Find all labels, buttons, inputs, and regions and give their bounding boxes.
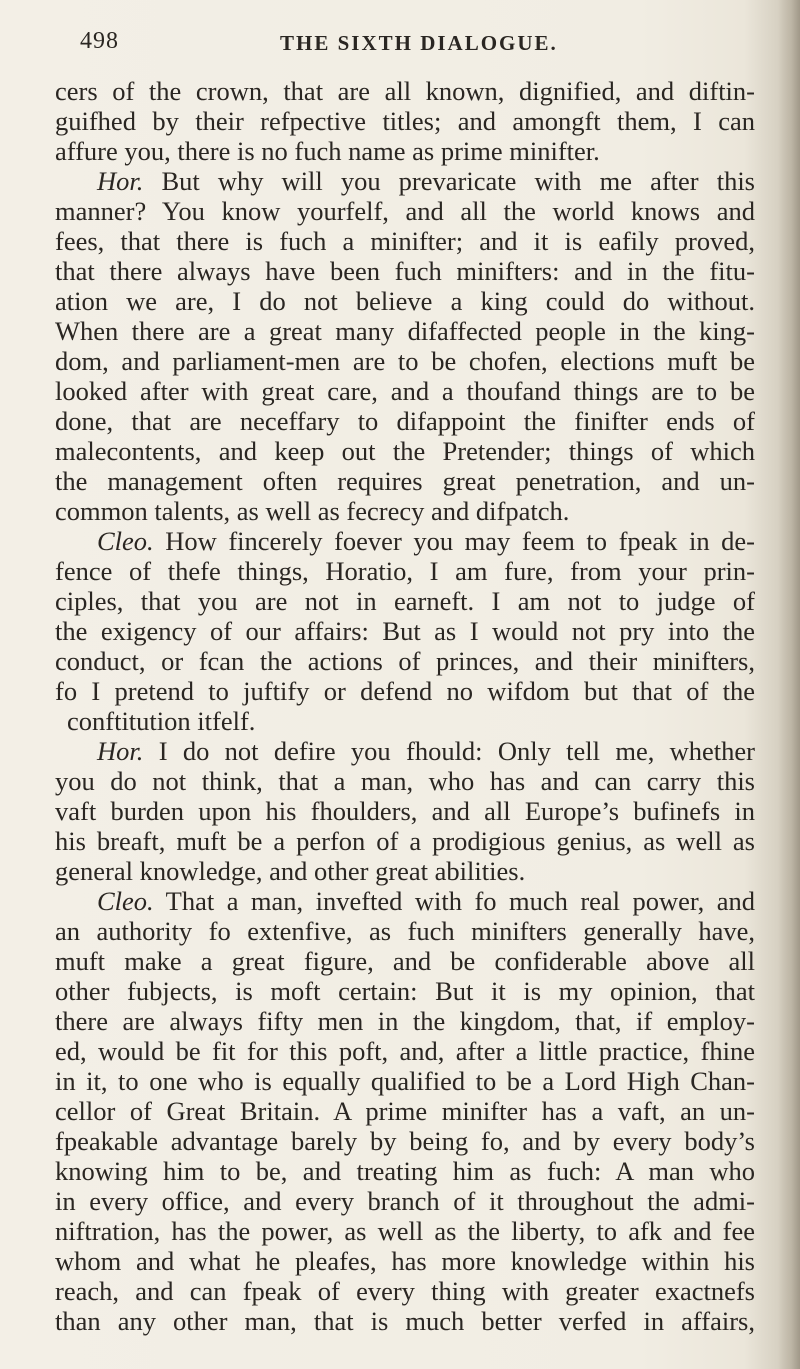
speech-line <box>55 886 755 916</box>
running-head: THE SIXTH DIALOGUE. <box>280 31 558 55</box>
text-line: fpeakable advantage barely by being fo, and by every body’s <box>55 1126 755 1156</box>
text-line: niftration, has the power, as well as the liberty, to afk and fee <box>55 1216 755 1246</box>
text-line: general knowledge, and other great abilities. <box>55 856 526 886</box>
speaker-name: Hor. <box>97 736 144 766</box>
speaker-name: Cleo. <box>97 526 154 556</box>
text-line: guifhed by their refpective titles; and amongft them, I can <box>55 106 755 136</box>
text-line: common talents, as well as fecrecy and difpatch. <box>55 496 570 526</box>
text-line: whom and what he pleafes, has more knowledge within his <box>55 1246 755 1276</box>
text-line: cellor of Great Britain. A prime minifter has a vaft, an un- <box>55 1096 755 1126</box>
text-line: fo I pretend to juftify or defend no wifdom but that of the <box>55 676 755 706</box>
speech-text: I do not defire you fhould: Only tell me, whether <box>158 736 755 766</box>
text-line: malecontents, and keep out the Pretender; things of which <box>55 436 755 466</box>
page-header <box>80 28 740 68</box>
speech-text: How fincerely foever you may feem to fpeak in de- <box>165 526 755 556</box>
text-line: knowing him to be, and treating him as fuch: A man who <box>55 1156 755 1186</box>
text-line: fence of thefe things, Horatio, I am fure, from your prin- <box>55 556 755 586</box>
text-line: in every office, and every branch of it throughout the admi- <box>55 1186 755 1216</box>
text-line: manner? You know yourfelf, and all the world knows and <box>55 196 755 226</box>
text-line: in it, to one who is equally qualified to be a Lord High Chan- <box>55 1066 755 1096</box>
text-line: there are always fifty men in the kingdom, that, if employ- <box>55 1006 755 1036</box>
speaker-name: Hor. <box>97 166 144 196</box>
speech-text: But why will you prevaricate with me after this <box>161 166 755 196</box>
text-line: vaft burden upon his fhoulders, and all Europe’s bufinefs in <box>55 796 755 826</box>
text-line: reach, and can fpeak of every thing with greater exactnefs <box>55 1276 755 1306</box>
page-number: 498 <box>80 28 119 54</box>
text-line: an authority fo extenfive, as fuch minifters generally have, <box>55 916 755 946</box>
text-line: done, that are neceffary to difappoint the finifter ends of <box>55 406 755 436</box>
speech-line <box>55 736 755 766</box>
text-line: looked after with great care, and a thoufand things are to be <box>55 376 755 406</box>
text-line: the exigency of our affairs: But as I would not pry into the <box>55 616 755 646</box>
speech-line <box>55 166 755 196</box>
text-line: the management often requires great penetration, and un- <box>55 466 755 496</box>
text-line: you do not think, that a man, who has and can carry this <box>55 766 755 796</box>
text-line: his breaft, muft be a perfon of a prodigious genius, as well as <box>55 826 755 856</box>
speech-text: That a man, invefted with fo much real power, and <box>165 886 755 916</box>
text-line: conduct, or fcan the actions of princes, and their minifters, <box>55 646 755 676</box>
speech-line <box>55 526 755 556</box>
text-line: other fubjects, is moft certain: But it is my opinion, that <box>55 976 755 1006</box>
text-line: When there are a great many difaffected people in the king- <box>55 316 755 346</box>
page-edge-shadow <box>778 0 800 1369</box>
body-text <box>55 76 755 1336</box>
text-line: fees, that there is fuch a minifter; and it is eafily proved, <box>55 226 755 256</box>
text-line: muft make a great figure, and be confiderable above all <box>55 946 755 976</box>
text-line: ation we are, I do not believe a king could do without. <box>55 286 755 316</box>
text-line: affure you, there is no fuch name as prime minifter. <box>55 136 600 166</box>
text-line: conftitution itfelf. <box>67 706 256 736</box>
text-line: than any other man, that is much better verfed in affairs, <box>55 1306 755 1336</box>
text-line: ed, would be fit for this poft, and, after a little practice, fhine <box>55 1036 755 1066</box>
text-line: that there always have been fuch minifters: and in the fitu- <box>55 256 755 286</box>
text-line: dom, and parliament-men are to be chofen, elections muft be <box>55 346 755 376</box>
text-line: ciples, that you are not in earneft. I am not to judge of <box>55 586 755 616</box>
speaker-name: Cleo. <box>97 886 154 916</box>
text-line: cers of the crown, that are all known, dignified, and diftin- <box>55 76 755 106</box>
